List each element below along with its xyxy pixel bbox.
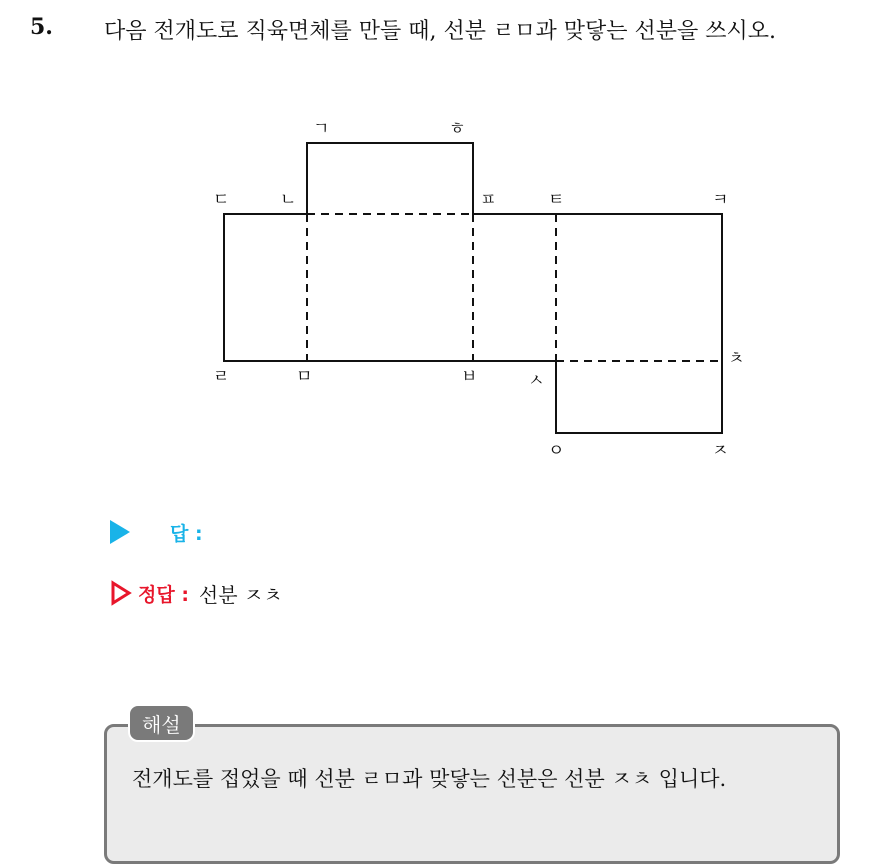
vertex-label: ㄹ xyxy=(213,367,230,387)
vertex-label: ㅊ xyxy=(728,349,745,369)
vertex-label: ㅎ xyxy=(449,119,466,139)
vertex-label: ㅇ xyxy=(548,441,565,461)
answer-row xyxy=(110,517,203,547)
outline-triangle-icon xyxy=(110,580,132,606)
vertex-label: ㄱ xyxy=(313,119,330,139)
correct-answer-label: 정답 : xyxy=(138,583,189,606)
vertex-label: ㅌ xyxy=(548,190,565,210)
question-text: 다음 전개도로 직육면체를 만들 때, 선분 ㄹㅁ과 맞닿는 선분을 쓰시오. xyxy=(104,19,776,44)
answer-label: 답 : xyxy=(170,522,203,545)
explanation-tag: 해설 xyxy=(128,704,195,742)
question-number: 5. xyxy=(30,14,53,40)
vertex-label: ㅍ xyxy=(480,190,497,210)
vertex-label: ㅈ xyxy=(712,441,729,461)
correct-answer-row xyxy=(110,578,283,608)
vertex-label: ㄴ xyxy=(280,190,297,210)
vertex-label: ㅋ xyxy=(712,190,729,210)
vertex-label: ㄷ xyxy=(213,190,230,210)
vertex-label: ㅁ xyxy=(296,367,313,387)
vertex-label: ㅅ xyxy=(528,371,545,391)
explanation-text: 전개도를 접었을 때 선분 ㄹㅁ과 맞닿는 선분은 선분 ㅈㅊ 입니다. xyxy=(132,767,727,791)
correct-answer-value: 선분 ㅈㅊ xyxy=(198,582,283,607)
vertex-label: ㅂ xyxy=(461,367,478,387)
play-triangle-icon xyxy=(110,520,130,544)
